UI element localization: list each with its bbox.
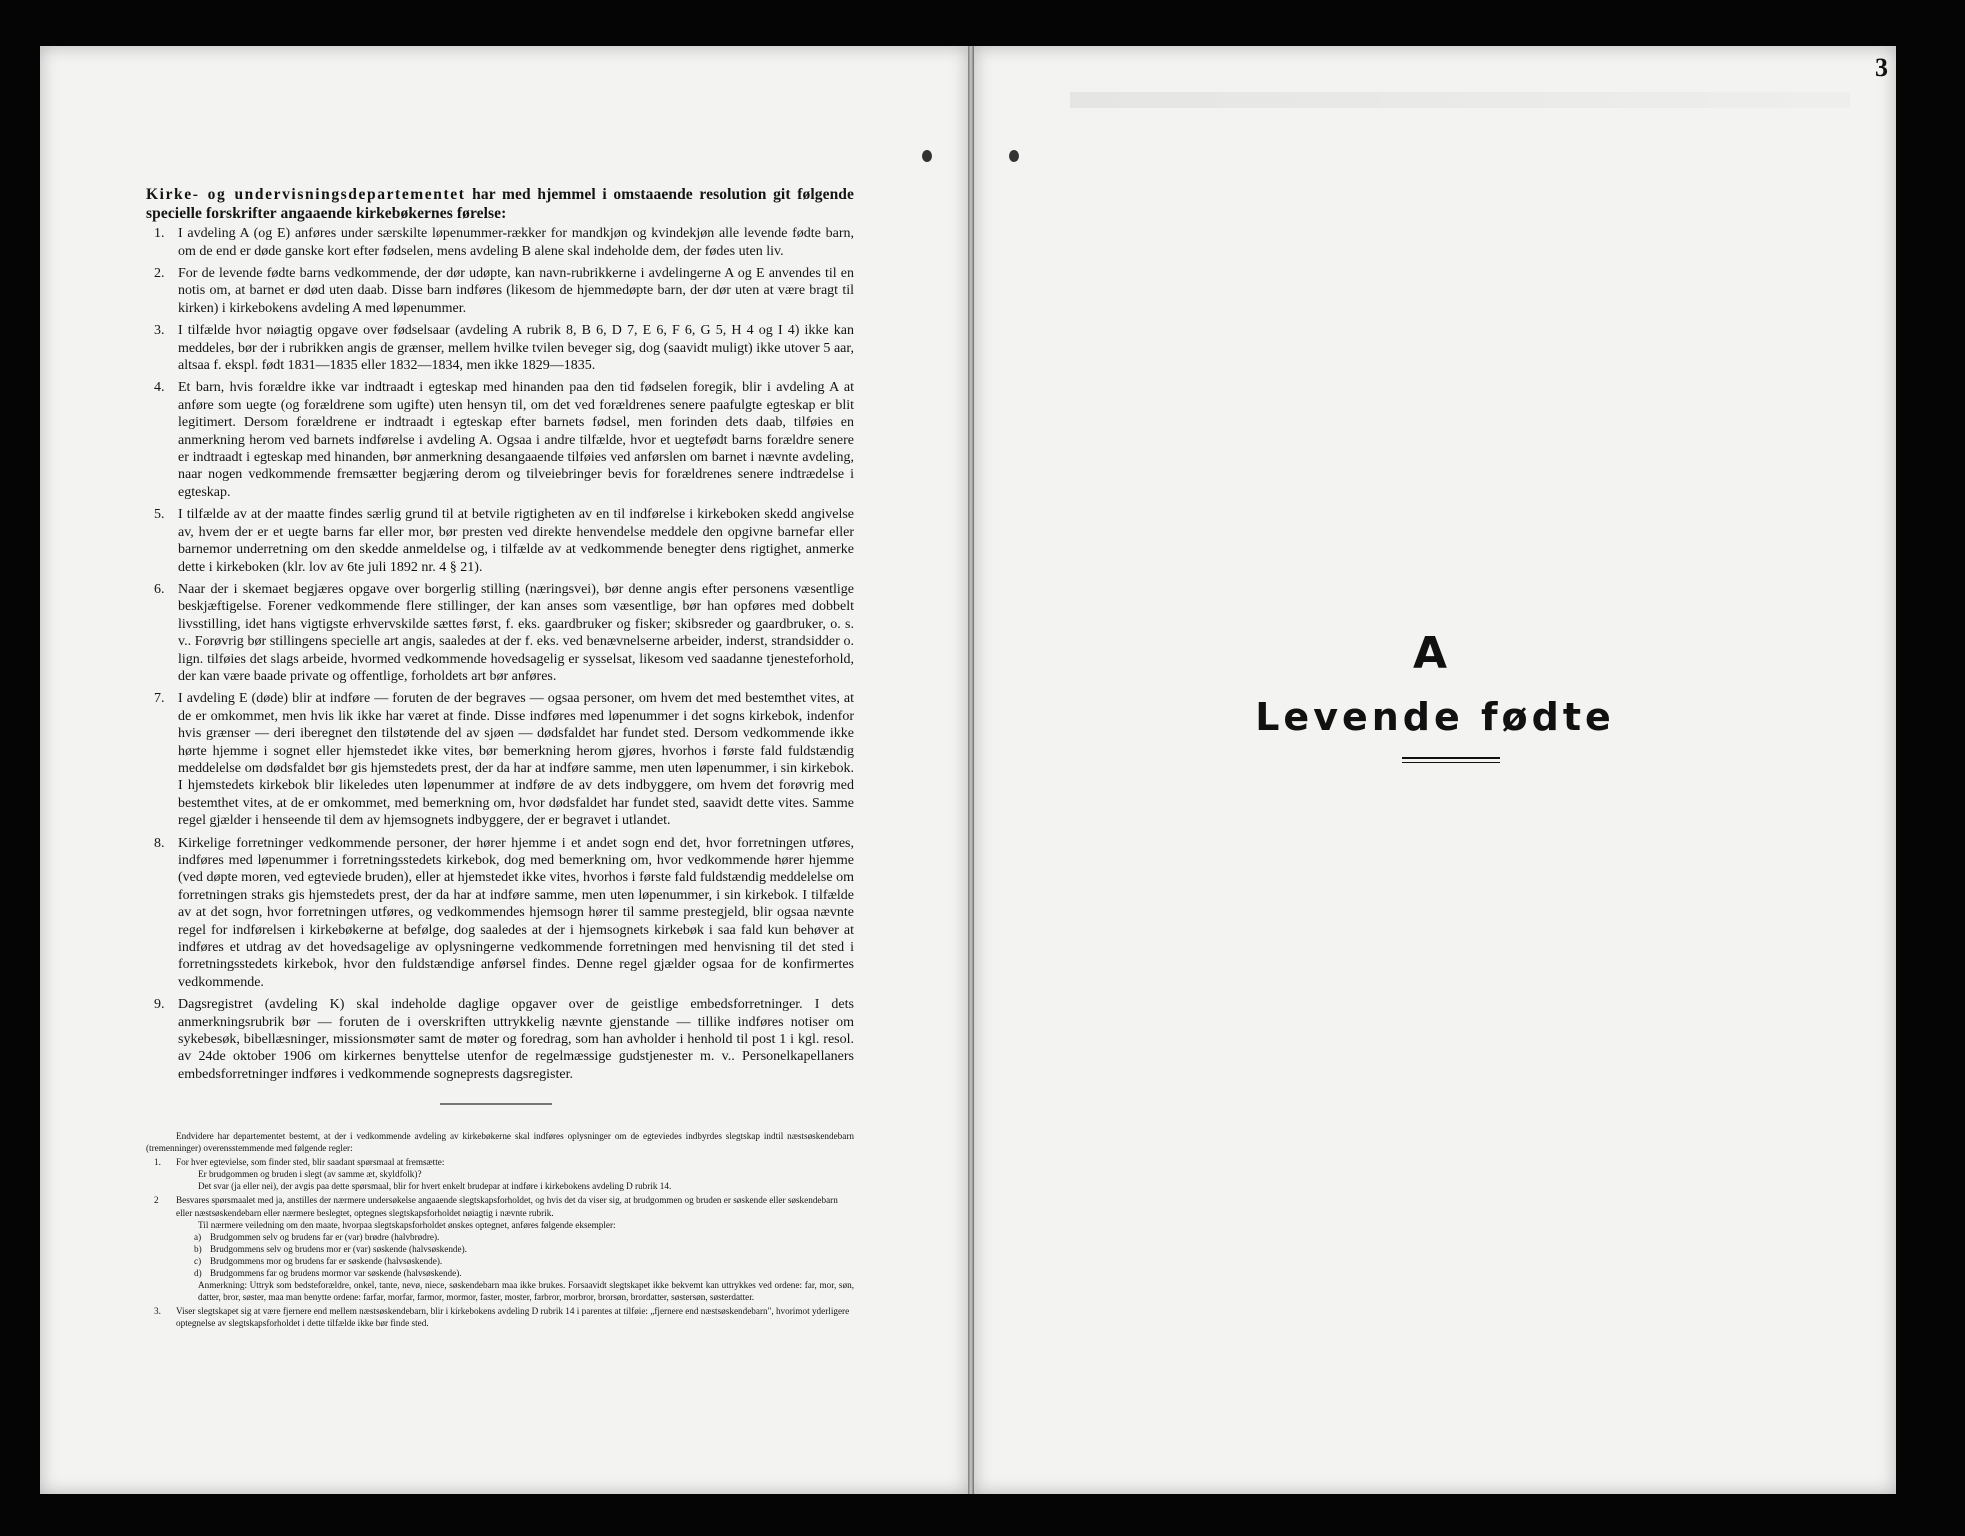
note-number: 1. — [154, 1157, 161, 1168]
regulations-intro — [146, 186, 854, 223]
example-item — [194, 1243, 854, 1255]
rule-number: 9. — [154, 997, 165, 1013]
examples-lead: Til nærmere veiledning om den maate, hvorpaa slegtskapsforholdet ønskes optegnet, anføres følgende eksempler: — [198, 1219, 616, 1230]
rule-number: 7. — [154, 691, 165, 707]
rule-item — [146, 379, 854, 501]
regulations-block — [146, 186, 854, 1105]
ink-blot — [922, 150, 932, 162]
supplementary-notes — [146, 1130, 854, 1330]
rule-text: I avdeling E (døde) blir at indføre — foruten de der begraves — ogsaa personer, om hvem det med bestemthet vites, at de er omkommet, men hvis lik ikke har været at finde. Disse indføres med løpenummer i det sogns kirkebok, indenfor hvis grænser — deri iberegnet den tilstøtende del av sjøen — dødsfaldet har fundet sted. Dersom vedkommende ikke hørte hjemme i sognet eller hjemstedet ikke vites, bør bemerkning herom gjøres, hvorhos i første fald fuldstændig meddelelse om dødsfaldet bør gis hjemstedets prest, der da har at indføre samme, men uten løpenummer, i sin kirkebok. I hjemstedets kirkebok blir likeledes uten løpenummer at indføre de av dets indbyggere, om hvem det forøvrig med bestemthet vites, at de er omkommet, med bemerkning om, hvor dødsfaldet har fundet sted, saavidt dette vites. Samme regel gjælder i henseende til dem av hjemsognets indbyggere, der er begravet i utlandet. — [178, 691, 854, 829]
department-name: Kirke- og undervisningsdepartementet — [146, 186, 466, 203]
rule-item — [146, 322, 854, 374]
example-item — [194, 1231, 854, 1243]
example-letter: b) — [194, 1243, 202, 1254]
rule-item — [146, 265, 854, 317]
section-title: Levende fødte — [1255, 695, 1615, 739]
rule-text: I avdeling A (og E) anføres under særskilte løpenummer-rækker for mandkjøn og kvindekjøn alle levende fødte barn, om de end er døde ganske kort efter fødselen, mens avdeling B alene skal indeholde dem, der fødes uten liv. — [178, 226, 854, 259]
note-item — [146, 1156, 854, 1168]
rule-text: For de levende fødte barns vedkommende, der dør udøpte, kan navn-rubrikkerne i avdelingerne A og E anvendes til en notis om, at barnet er død uten daab. Disse barn indføres (likesom de hjemmedøpte barn, der dør uten at være bragt til kirken) i kirkebokens avdeling A med løpenummer. — [178, 266, 854, 316]
note-number: 3. — [154, 1306, 161, 1317]
example-text: Brudgommens far og brudens mormor var søskende (halvsøskende). — [210, 1268, 462, 1279]
rule-number: 1. — [154, 226, 165, 242]
rule-item — [146, 581, 854, 685]
note-examples-lead — [182, 1219, 854, 1231]
note-text: For hver egtevielse, som finder sted, blir saadant spørsmaal at fremsætte: — [176, 1157, 445, 1168]
ink-blot — [1009, 150, 1019, 162]
remark-text: Anmerkning: Uttryk som bedsteforældre, onkel, tante, nevø, niece, søskendebarn maa ikke brukes. Forsaavidt slegtskapet ikke bekvemt kan uttrykkes ved ordene: far, mor, søn, datter, bror, søster, maa man benytte ordene: farfar, morfar, farmor, mormor, faster, moster, farbror, morbror, brorsøn, brordatter, søstersøn, søsterdatter. — [198, 1280, 854, 1303]
example-item — [194, 1255, 854, 1267]
example-letter: a) — [194, 1231, 202, 1242]
faint-bleedthrough-header — [1070, 92, 1850, 108]
note-text: Viser slegtskapet sig at være fjernere end mellem næstsøskendebarn, blir i kirkebokens avdeling D rubrik 14 i parentes at tilføie: „fjernere end næstsøskendebarn", hvorimot yderligere optegnelse av slegtskapsforholdet i dette tilfælde ikke bør finde sted. — [176, 1306, 850, 1329]
regulations-list — [146, 225, 854, 1083]
rule-number: 3. — [154, 323, 165, 339]
rule-item — [146, 690, 854, 829]
note-remark — [182, 1279, 854, 1303]
note-item — [146, 1194, 854, 1218]
example-text: Brudgommens mor og brudens far er søskende (halvsøskende). — [210, 1255, 443, 1266]
example-letter: c) — [194, 1255, 202, 1266]
note-item — [146, 1305, 854, 1329]
intro-text: har med hjemmel i omstaaende resolution git følgende specielle forskrifter angaaende kirkebøkernes førelse: — [146, 186, 854, 222]
rule-text: Naar der i skemaet begjæres opgave over borgerlig stilling (næringsvei), bør denne angis efter personens væsentlige beskjæftigelse. Forener vedkommende flere stillinger, der kan anses som væsentlige, bør han opføres med dobbelt livsstilling, idet hans vigtigste erhvervskilde sættes først, f. eks. gaardbruker og fisker; skibsreder og gaardbruker, o. s. v.. Forøvrig bør stillingens specielle art angis, saaledes at der f. eks. ved benævnelserne arbeider, inderst, strandsidder o. lign. tilføies det slags arbeide, hvormed vedkommende hovedsagelig er sysselsat, likesom ved saadanne tjenesteforhold, der kan være baade private og offentlige, forholdets art bør anføres. — [178, 581, 854, 684]
rule-text: I tilfælde hvor nøiagtig opgave over fødselsaar (avdeling A rubrik 8, B 6, D 7, E 6, F 6, G 5, H 4 og I 4) ikke kan meddeles, bør der i rubrikken angis de grænser, mellem hvilke tvilen beveger sig, dog (saavidt muligt) ikke utover 5 aar, altsaa f. ekspl. født 1831—1835 eller 1832—1834, men ikke 1829—1835. — [178, 323, 854, 374]
title-underline — [1402, 762, 1500, 763]
rule-text: Et barn, hvis forældre ikke var indtraadt i egteskap med hinanden paa den tid fødselen foregik, blir i avdeling A at anføre som uegte (og forældrene som ugifte) uten hensyn til, om det ved forældrenes senere paafulgte egteskap er blit legitimert. Dersom forældrene er indtraadt i egteskap efter barnets fødsel, men forinden dets daab, tilføies en anmerkning herom ved barnets indførelse i avdeling A. Ogsaa i andre tilfælde, hvor et uegtefødt barns forældre senere er indtraadt i egteskap med hinanden, bør anmerkning desangaaende tilføies ved anførslen om barnet i nævnte avdeling, naar nogen vedkommende fremsætter begjæring derom og tilveiebringer bevis for forældrenes senere indtrædelse i egteskap. — [178, 380, 854, 500]
rule-item — [146, 506, 854, 576]
rule-text: Dagsregistret (avdeling K) skal indeholde daglige opgaver over de geistlige embedsforretninger. I dets anmerkningsrubrik bør — foruten de i overskriften uttrykkelig nævnte gjenstande — tillike indføres notiser om sykebesøk, bibellæsninger, missionsmøter samt de møter og foredrag, som han avholder i henhold til post 1 i kgl. resol. av 24de oktober 1906 om kirkernes benyttelse utenfor de regelmæssige gudstjenester m. v.. Personelkapellaners embedsforretninger indføres i vedkommende sogneprests dagsregister. — [178, 997, 854, 1082]
rule-text: I tilfælde av at der maatte findes særlig grund til at betvile rigtigheten av en til indførelse i kirkeboken skedd angivelse av, hvem der er et uegte barns far eller mor, bør presten ved direkte henvendelse meddele den opgivne barnefar eller barnemor underretning om den skedde anmeldelse og, i tilfælde av at vedkommende benegter dens rigtighet, anmerke dette i kirkeboken (klr. lov av 6te juli 1892 nr. 4 § 21). — [178, 507, 854, 575]
example-letter: d) — [194, 1268, 202, 1279]
note-question: Er brudgommen og bruden i slegt (av samme æt, skyldfolk)? — [198, 1169, 422, 1180]
rule-number: 8. — [154, 835, 165, 851]
rule-number: 4. — [154, 380, 165, 396]
rule-item — [146, 835, 854, 992]
rule-item — [146, 225, 854, 260]
example-text: Brudgommen selv og brudens far er (var) brødre (halvbrødre). — [210, 1231, 440, 1242]
rule-number: 2. — [154, 266, 165, 281]
notes-intro: Endvidere har departementet bestemt, at der i vedkommende avdeling av kirkebøkerne skal indføres oplysninger om de egteviedes indbyrdes slegtskap indtil næstsøskendebarn (tremenninger) overensstemmende med følgende regler: — [146, 1131, 854, 1154]
example-text: Brudgommens selv og brudens mor er (var) søskende (halvsøskende). — [210, 1243, 467, 1254]
note-questions — [182, 1168, 854, 1192]
note-text: Besvares spørsmaalet med ja, anstilles der nærmere undersøkelse angaaende slegtskapsforholdet, og hvis det da viser sig, at brudgommen og bruden er søskende eller søskendebarn eller næstsøskendebarn eller nærmere beslegtet, optegnes slegtskapsforholdet nøiagtig i nævnte rubrik. — [176, 1195, 838, 1218]
rule-number: 6. — [154, 581, 165, 597]
right-page — [974, 46, 1896, 1494]
section-divider — [440, 1103, 552, 1105]
section-letter: A — [1412, 628, 1448, 679]
rule-number: 5. — [154, 507, 165, 523]
example-item — [194, 1267, 854, 1279]
note-number: 2 — [154, 1195, 159, 1206]
note-question: Det svar (ja eller nei), der avgis paa dette spørsmaal, blir for hvert enkelt brudepar at indføre i kirkebokens avdeling D rubrik 14. — [198, 1181, 672, 1192]
rule-text: Kirkelige forretninger vedkommende personer, der hører hjemme i et andet sogn end det, hvor forretningen utføres, indføres med løpenummer i forretningsstedets kirkebok, dog med bemerkning om, hvor vedkommende hører hjemme (ved døpte moren, ved egteviede bruden), eller at hjemstedet ikke vites, hvorhos i første fald fuldstændig meddelelse om forretningen straks gis hjemstedets prest, der da har at indføre samme, men uten løpenummer, i sin kirkebok. I tilfælde av at det sogn, hvor forretningen utføres, og vedkommendes hjemsogn hører til samme prestegjeld, blir ogsaa nævnte regel for indførelsen i kirkebøkerne at befølge, dog saaledes at der i hjemsognets kirkebøk i saa fald kun behøver at indføres et utdrag av det hovedsagelige av oplysningerne vedkommende forretningen med henvisning til det sted i forretningsstedets kirkebok, hvor den fuldstændige anførsel findes. Denne regel gjælder ogsaa for de konfirmertes vedkommende. — [178, 835, 854, 990]
rule-item — [146, 996, 854, 1083]
title-underline — [1402, 757, 1500, 759]
page-number: 3 — [1875, 53, 1888, 82]
note-examples — [194, 1231, 854, 1279]
